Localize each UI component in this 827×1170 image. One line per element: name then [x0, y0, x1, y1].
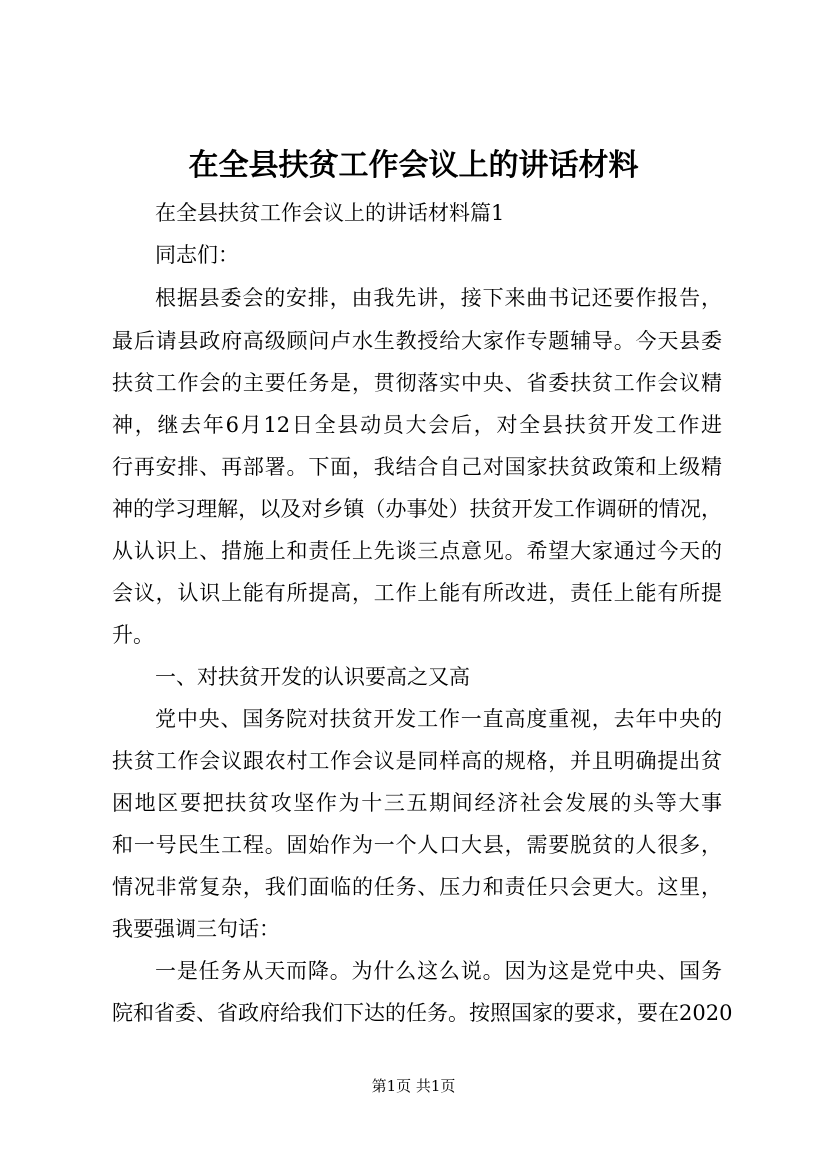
body-line: 行再安排、再部署。下面，我结合自己对国家扶贫政策和上级精 [112, 455, 722, 479]
body-line: 最后请县政府高级顾问卢水生教授给大家作专题辅导。今天县委 [112, 329, 722, 353]
body-line: 根据县委会的安排，由我先讲，接下来曲书记还要作报告， [155, 286, 722, 310]
body-line: 扶贫工作会的主要任务是，贯彻落实中央、省委扶贫工作会议精 [112, 371, 722, 395]
body-line: 和一号民生工程。固始作为一个人口大县，需要脱贫的人很多， [112, 833, 722, 857]
body-line: 扶贫工作会议跟农村工作会议是同样高的规格，并且明确提出贫 [112, 749, 722, 773]
body-line: 神的学习理解，以及对乡镇（办事处）扶贫开发工作调研的情况， [112, 497, 722, 521]
body-line: 会议，认识上能有所提高，工作上能有所改进，责任上能有所提 [112, 581, 722, 605]
body-line: 情况非常复杂，我们面临的任务、压力和责任只会更大。这里， [112, 875, 722, 899]
body-line: 我要强调三句话： [112, 917, 280, 941]
salutation: 同志们： [155, 243, 239, 267]
body-line: 神，继去年6月12日全县动员大会后，对全县扶贫开发工作进 [112, 413, 722, 437]
page-number: 第1页 共1页 [371, 1077, 456, 1095]
body-line: 困地区要把扶贫攻坚作为十三五期间经济社会发展的头等大事 [112, 791, 722, 815]
body-line: 升。 [112, 623, 154, 647]
body-line: 从认识上、措施上和责任上先谈三点意见。希望大家通过今天的 [112, 539, 722, 563]
section-heading: 在全县扶贫工作会议上的讲话材料篇1 [155, 201, 505, 225]
body-line: 院和省委、省政府给我们下达的任务。按照国家的要求，要在2020 [112, 1001, 733, 1025]
document-title: 在全县扶贫工作会议上的讲话材料 [188, 148, 639, 183]
subheading: 一、对扶贫开发的认识要高之又高 [155, 665, 470, 689]
body-line: 党中央、国务院对扶贫开发工作一直高度重视，去年中央的 [155, 707, 722, 731]
body-line: 一是任务从天而降。为什么这么说。因为这是党中央、国务 [155, 959, 722, 983]
